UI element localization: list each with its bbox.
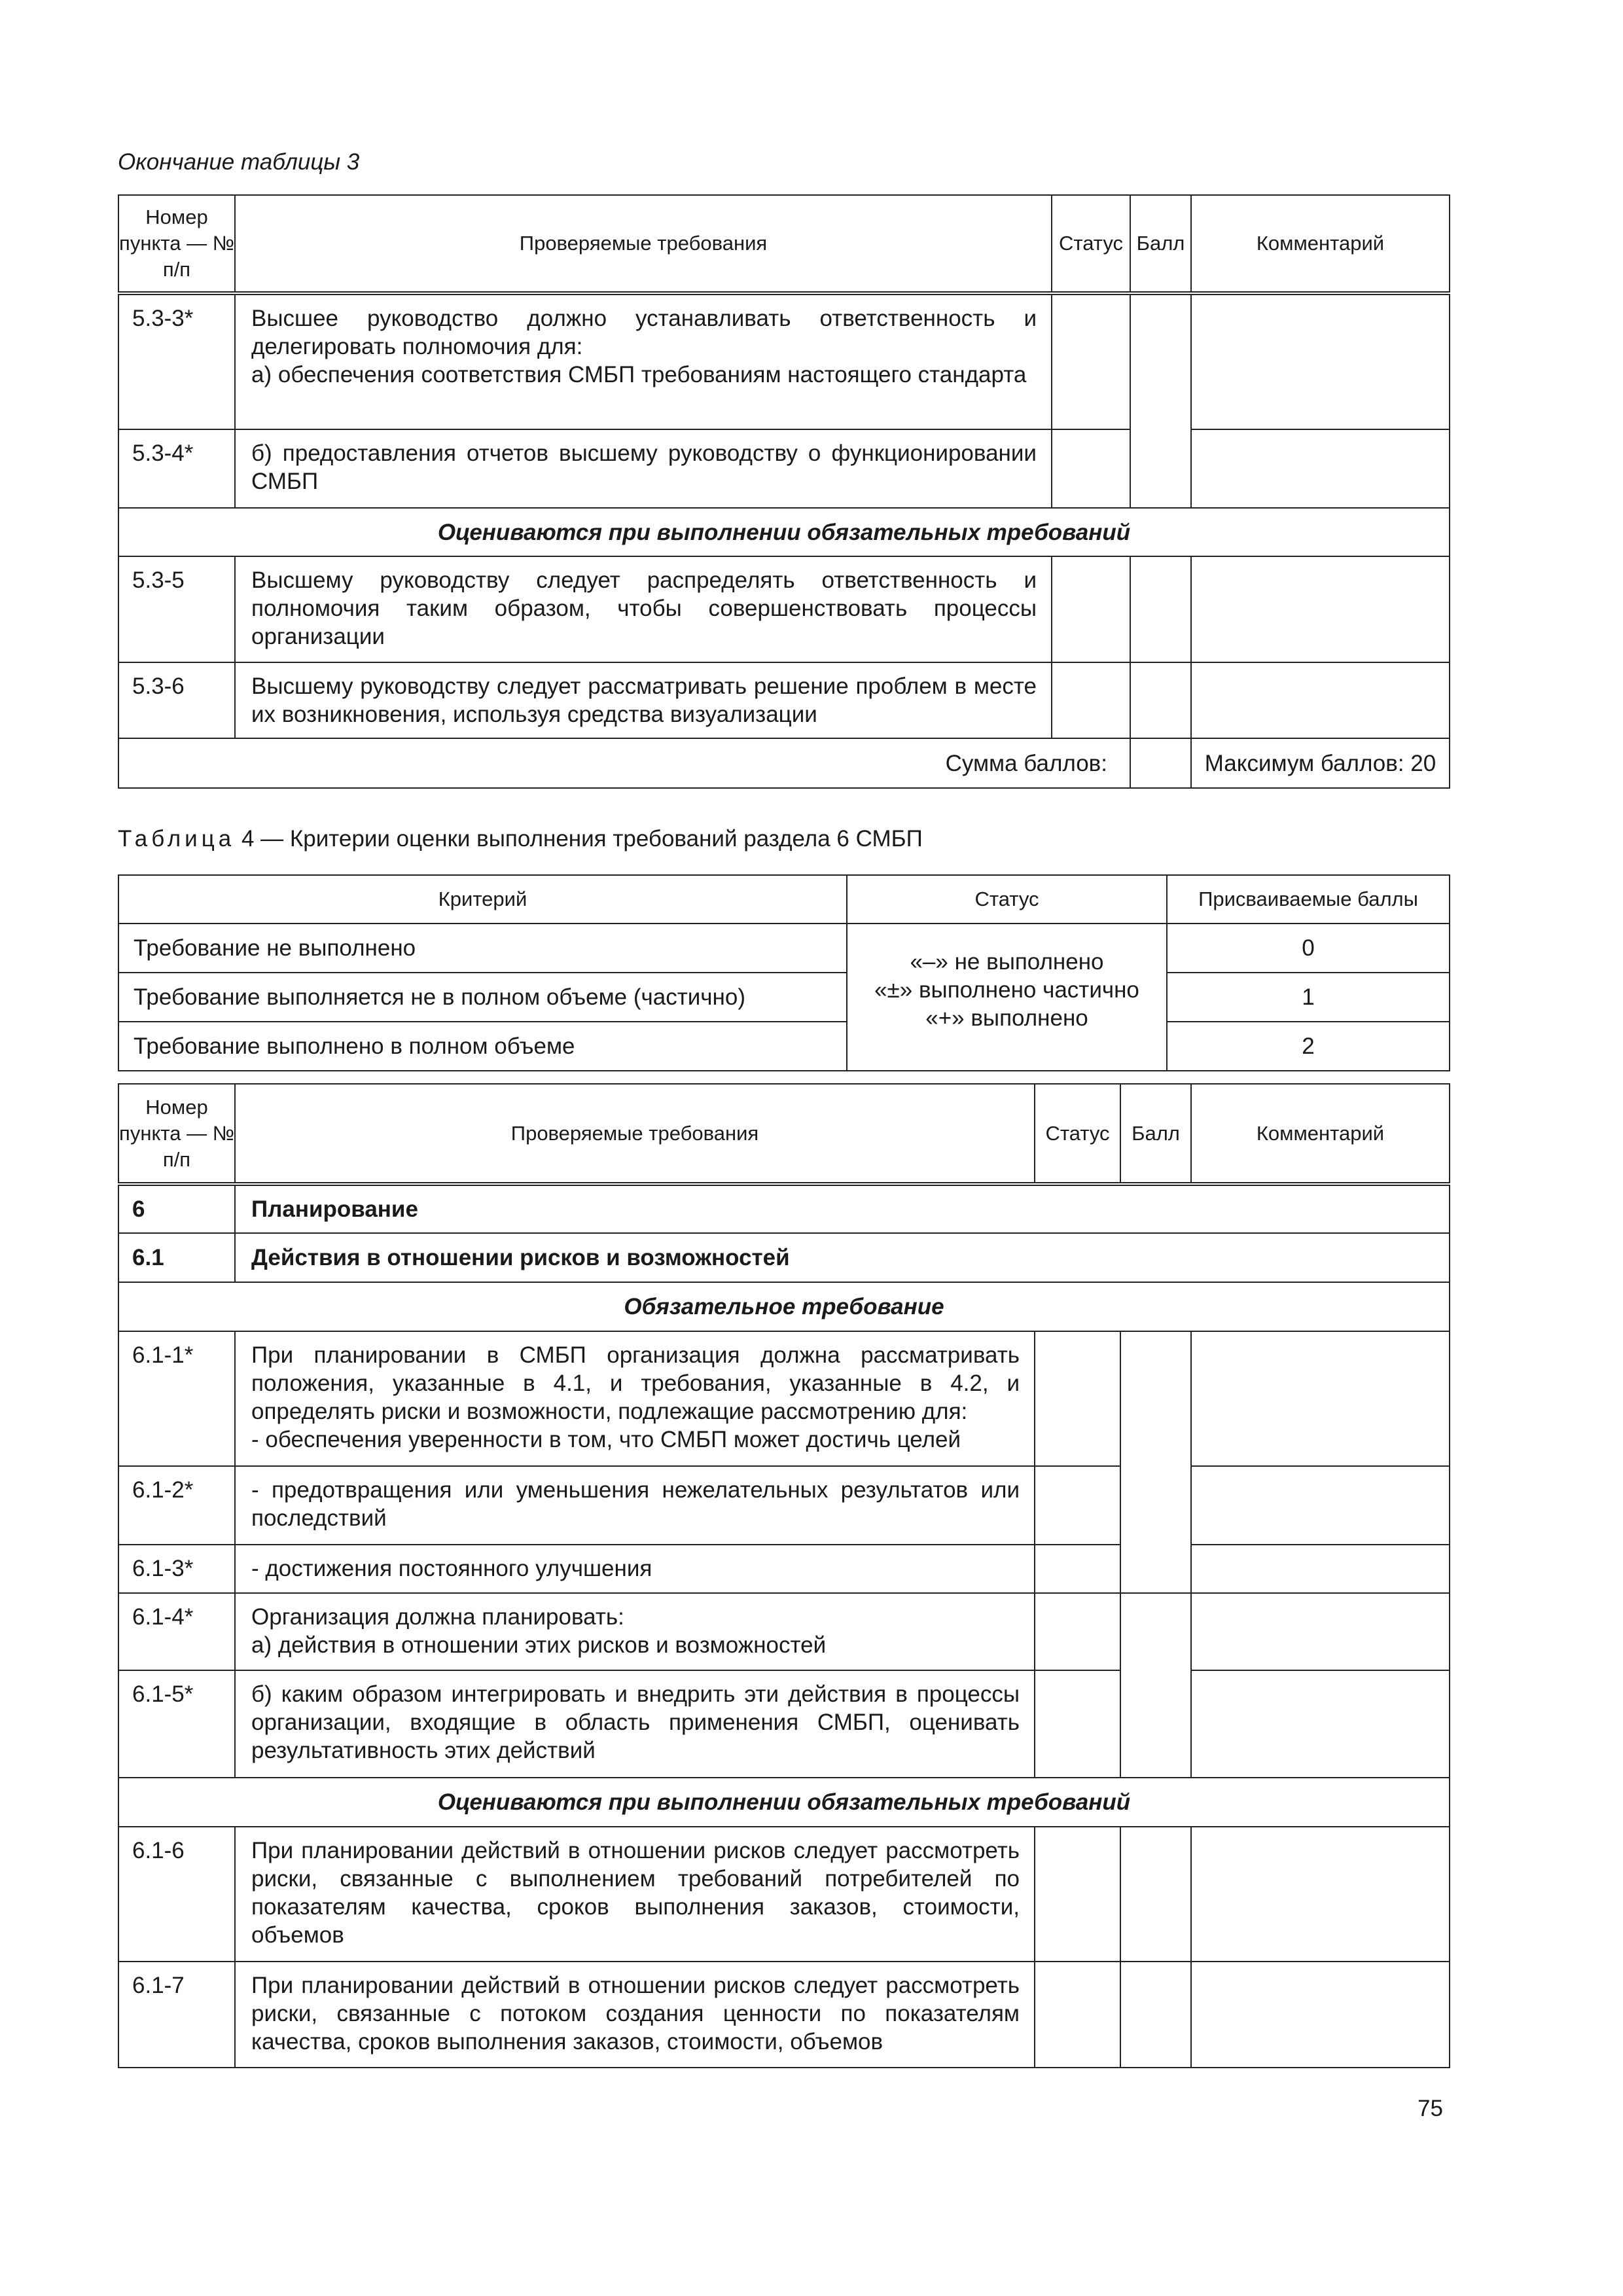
score-cell[interactable] (1130, 556, 1191, 662)
row-text: - достижения постоянного улучшения (235, 1545, 1035, 1593)
row-text: - предотвращения или уменьшения нежелательных результатов или последствий (235, 1466, 1035, 1545)
row-text: Высшему руководству следует распределять ответственность и полномочия таким образом, чтобы совершенствовать процессы организации (235, 556, 1052, 662)
score-cell[interactable] (1120, 1827, 1191, 1962)
section-num: 6 (118, 1184, 235, 1233)
criterion-points: 0 (1167, 924, 1450, 973)
row-num: 5.3-6 (118, 662, 235, 738)
criterion-text: Требование не выполнено (118, 924, 847, 973)
score-cell[interactable] (1130, 662, 1191, 738)
criterion-points: 1 (1167, 973, 1450, 1022)
header-score: Балл (1130, 195, 1191, 293)
row-text: При планировании действий в отношении рисков следует рассмотреть риски, связанные с выполнением требований потребителей по показателям качества, сроков выполнения заказов, стоимости, объемов (235, 1827, 1035, 1962)
sum-label: Сумма баллов: (118, 738, 1130, 788)
score-cell[interactable] (1120, 1593, 1191, 1778)
status-cell[interactable] (1052, 293, 1130, 429)
row-num: 6.1-6 (118, 1827, 235, 1962)
status-legend: «–» не выполнено «±» выполнено частично «+» выполнено (847, 924, 1167, 1071)
header-comment: Комментарий (1191, 1084, 1450, 1184)
comment-cell[interactable] (1191, 1466, 1450, 1545)
comment-cell[interactable] (1191, 429, 1450, 508)
comment-cell[interactable] (1191, 1670, 1450, 1778)
table-row (118, 1593, 1450, 1670)
row-num: 6.1-2* (118, 1466, 235, 1545)
header-comment: Комментарий (1191, 195, 1450, 293)
section-title: Планирование (235, 1184, 1450, 1233)
section-optional-label: Оцениваются при выполнении обязательных требований (118, 508, 1450, 556)
status-cell[interactable] (1035, 1545, 1120, 1593)
header-status: Статус (1052, 195, 1130, 293)
header-num: Номер пункта — № п/п (118, 195, 235, 293)
table-row (118, 293, 1450, 429)
row-text: При планировании в СМБП организация должна рассматривать положения, указанные в 4.1, и требования, указанные в 4.2, и определять риски и возможности, подлежащие рассмотрению для: - обеспечения уверенности в том, что СМБП может достичь целей (235, 1331, 1035, 1466)
table-row (118, 429, 1450, 508)
row-text: б) каким образом интегрировать и внедрить эти действия в процессы организации, входящие в область применения СМБП, оценивать результативность этих действий (235, 1670, 1035, 1778)
comment-cell[interactable] (1191, 662, 1450, 738)
row-num: 6.1-3* (118, 1545, 235, 1593)
row-text: б) предоставления отчетов высшему руководству о функционировании СМБП (235, 429, 1052, 508)
table-row (118, 1331, 1450, 1466)
status-cell[interactable] (1035, 1593, 1120, 1670)
status-cell[interactable] (1052, 429, 1130, 508)
section-title: Действия в отношении рисков и возможностей (235, 1233, 1450, 1282)
score-cell[interactable] (1130, 293, 1191, 508)
row-text: При планировании действий в отношении рисков следует рассмотреть риски, связанные с потоком создания ценности по показателям качества, сроков выполнения заказов, стоимости, объемов (235, 1962, 1035, 2068)
table4-caption-prefix: Таблица (118, 826, 236, 852)
status-cell[interactable] (1052, 556, 1130, 662)
criterion-points: 2 (1167, 1022, 1450, 1071)
table-row (118, 1545, 1450, 1593)
table4-caption-text: 4 — Критерии оценки выполнения требований раздела 6 СМБП (241, 826, 923, 852)
section-num: 6.1 (118, 1233, 235, 1282)
header-requirements: Проверяемые требования (235, 1084, 1035, 1184)
comment-cell[interactable] (1191, 293, 1450, 429)
row-text: Высшему руководству следует рассматривать решение проблем в месте их возникновения, используя средства визуализации (235, 662, 1052, 738)
status-cell[interactable] (1035, 1331, 1120, 1466)
table-row (118, 662, 1450, 738)
section-mandatory-label: Обязательное требование (118, 1282, 1450, 1331)
table-row (118, 556, 1450, 662)
comment-cell[interactable] (1191, 1827, 1450, 1962)
row-num: 5.3-5 (118, 556, 235, 662)
row-num: 6.1-4* (118, 1593, 235, 1670)
header-requirements: Проверяемые требования (235, 195, 1052, 293)
table4-caption (118, 826, 923, 852)
header-status: Статус (847, 875, 1167, 924)
table3 (118, 194, 1450, 789)
comment-cell[interactable] (1191, 1331, 1450, 1466)
table-row (118, 1670, 1450, 1778)
header-criterion: Критерий (118, 875, 847, 924)
row-num: 6.1-7 (118, 1962, 235, 2068)
comment-cell[interactable] (1191, 1545, 1450, 1593)
table-row (118, 1466, 1450, 1545)
comment-cell[interactable] (1191, 1593, 1450, 1670)
page-number: 75 (1418, 2096, 1443, 2121)
criterion-text: Требование выполнено в полном объеме (118, 1022, 847, 1071)
header-status: Статус (1035, 1084, 1120, 1184)
row-text: Организация должна планировать: а) действия в отношении этих рисков и возможностей (235, 1593, 1035, 1670)
table4 (118, 874, 1450, 1071)
score-cell[interactable] (1120, 1962, 1191, 2068)
table5 (118, 1083, 1450, 2068)
header-score: Балл (1120, 1084, 1191, 1184)
table-row (118, 1827, 1450, 1962)
row-num: 5.3-4* (118, 429, 235, 508)
score-cell[interactable] (1120, 1331, 1191, 1593)
table-row (118, 1962, 1450, 2068)
section-optional-label: Оцениваются при выполнении обязательных требований (118, 1778, 1450, 1827)
row-num: 6.1-5* (118, 1670, 235, 1778)
status-cell[interactable] (1035, 1670, 1120, 1778)
status-cell[interactable] (1052, 662, 1130, 738)
status-cell[interactable] (1035, 1827, 1120, 1962)
header-points: Присваиваемые баллы (1167, 875, 1450, 924)
comment-cell[interactable] (1191, 1962, 1450, 2068)
criterion-text: Требование выполняется не в полном объеме (частично) (118, 973, 847, 1022)
header-num: Номер пункта — № п/п (118, 1084, 235, 1184)
status-cell[interactable] (1035, 1962, 1120, 2068)
status-cell[interactable] (1035, 1466, 1120, 1545)
max-score-label: Максимум баллов: 20 (1191, 738, 1450, 788)
sum-value-cell[interactable] (1130, 738, 1191, 788)
row-num: 5.3-3* (118, 293, 235, 429)
row-text: Высшее руководство должно устанавливать ответственность и делегировать полномочия для: а) обеспечения соответствия СМБП требованиям настоящего стандарта (235, 293, 1052, 429)
comment-cell[interactable] (1191, 556, 1450, 662)
table3-caption: Окончание таблицы 3 (118, 149, 360, 175)
row-num: 6.1-1* (118, 1331, 235, 1466)
